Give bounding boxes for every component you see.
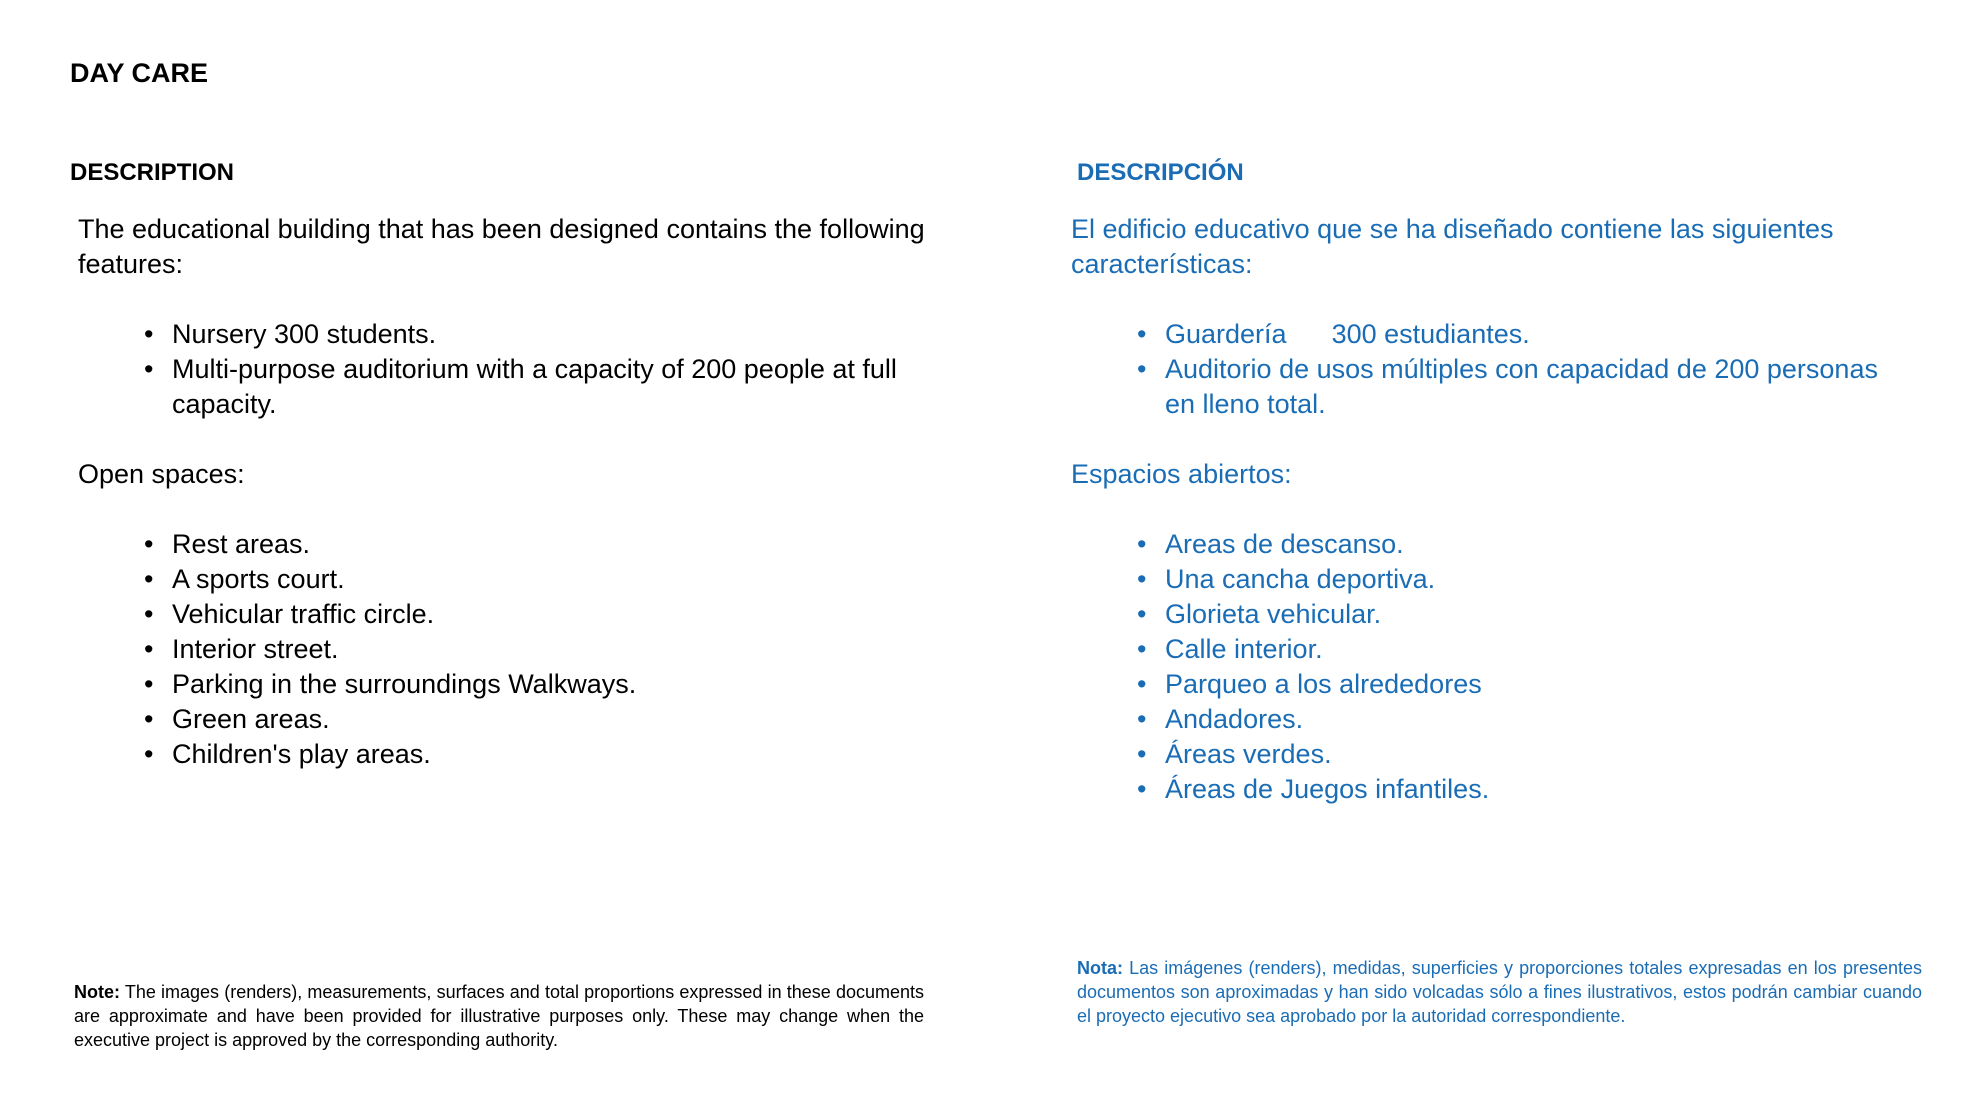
list-item: • Auditorio de usos múltiples con capacidad de 200 personas en lleno total. [1143, 352, 1885, 422]
list-item: • Children's play areas. [150, 737, 932, 772]
list-item: • Rest areas. [150, 527, 932, 562]
list-item: • Calle interior. [1143, 632, 1885, 667]
list-item: • Glorieta vehicular. [1143, 597, 1885, 632]
spanish-features-list [1071, 317, 1941, 422]
spanish-intro: El edificio educativo que se ha diseñado contiene las siguientes características: [1071, 214, 1834, 279]
list-item: • Parking in the surroundings Walkways. [150, 667, 932, 702]
spanish-heading: DESCRIPCIÓN [1077, 159, 1244, 186]
list-item: • Parqueo a los alrededores [1143, 667, 1885, 702]
list-item: • Vehicular traffic circle. [150, 597, 932, 632]
english-open-spaces-list [78, 527, 940, 772]
list-item: • Andadores. [1143, 702, 1885, 737]
english-heading: DESCRIPTION [70, 159, 235, 186]
list-item: • Áreas de Juegos infantiles. [1143, 772, 1885, 807]
list-item: • Interior street. [150, 632, 932, 667]
english-note [74, 980, 924, 1052]
english-column [70, 158, 940, 807]
english-note-label: Note: [74, 982, 120, 1002]
list-item: • Una cancha deportiva. [1143, 562, 1885, 597]
list-item: • Areas de descanso. [1143, 527, 1885, 562]
list-item: • A sports court. [150, 562, 932, 597]
page-title: DAY CARE [70, 58, 209, 88]
list-item: • Multi-purpose auditorium with a capacity of 200 people at full capacity. [150, 352, 932, 422]
spanish-note-text: Las imágenes (renders), medidas, superficies y proporciones totales expresadas en los presentes documentos son aproximadas y han sido volcadas sólo a fines ilustrativos, estos podrán cambiar cuando el proyecto ejecutivo sea aprobado por la autoridad correspondiente. [1077, 958, 1922, 1026]
spanish-open-spaces-list [1071, 527, 1941, 807]
list-item: • Nursery 300 students. [150, 317, 932, 352]
english-features-list [78, 317, 940, 422]
spanish-note [1077, 956, 1922, 1028]
list-item: • Áreas verdes. [1143, 737, 1885, 772]
spanish-column [1071, 158, 1941, 842]
spanish-note-label: Nota: [1077, 958, 1123, 978]
english-note-text: The images (renders), measurements, surfaces and total proportions expressed in these documents are approximate and have been provided for illustrative purposes only. These may change when the executive project is approved by the corresponding authority. [74, 982, 924, 1050]
english-intro: The educational building that has been designed contains the following features: [78, 214, 925, 279]
spanish-open-spaces-label: Espacios abiertos: [1071, 459, 1292, 489]
list-item: • Guardería 300 estudiantes. [1143, 317, 1885, 352]
english-open-spaces-label: Open spaces: [78, 459, 245, 489]
list-item: • Green areas. [150, 702, 932, 737]
